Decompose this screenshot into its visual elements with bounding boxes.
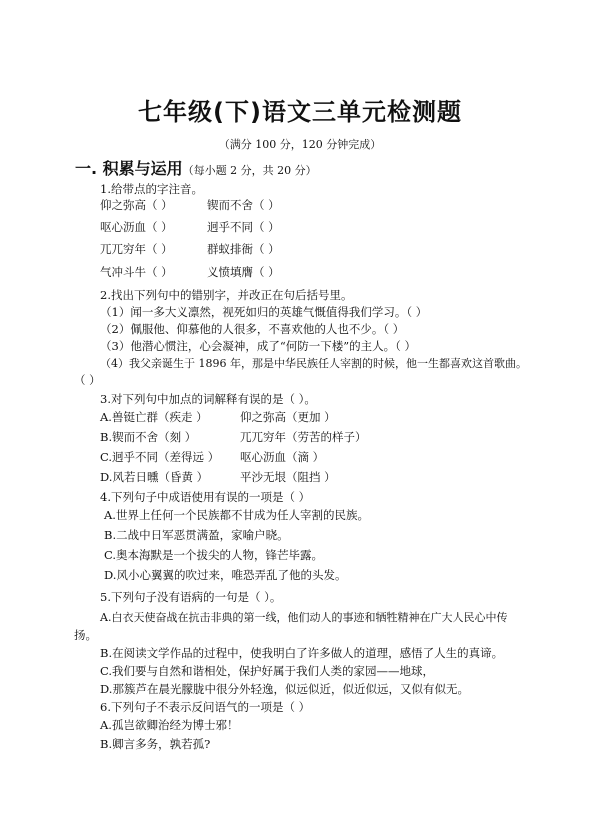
q4-option: C.奥本海默是一个拔尖的人物，锋芒毕露。 (104, 548, 324, 562)
q1-item: 义愤填膺（ ） (207, 265, 280, 279)
q3-option: C.迥乎不同（差得远 ） (100, 450, 220, 464)
q2-item-blank: （ ） (74, 373, 101, 387)
question-3-prompt: 3.对下列句中加点的词解释有误的是（ ）。 (100, 392, 316, 406)
q4-option: B.二战中日军恶贯满盈，家喻户晓。 (104, 528, 289, 542)
q1-item: 兀兀穷年（ ） (100, 242, 173, 256)
q3-option: 仰之弥高（更加 ） (240, 410, 336, 424)
q2-item: （2）佩服他、仰慕他的人很多，不喜欢他的人也不少。（ ） (100, 322, 405, 336)
q1-item: 迥乎不同（ ） (207, 220, 280, 234)
question-6-prompt: 6.下列句子不表示反问语气的一项是（ ） (100, 700, 311, 714)
q5-option: A.白衣天使奋战在抗击非典的第一线，他们动人的事迹和牺牲精神在广大人民心中传 (100, 611, 508, 624)
section-note: （每小题 2 分，共 20 分） (182, 164, 317, 177)
question-5-prompt: 5.下列句子没有语病的一句是（ ）。 (100, 590, 282, 604)
q6-option: A.孤岂欲卿治经为博士邪！ (100, 718, 239, 732)
q2-item: （3）他潜心惯注，心会凝神，成了“何防一下楼”的主人。（ ） (100, 339, 416, 353)
question-1-prompt: 1.给带点的字注音。 (100, 182, 203, 196)
q4-option: A.世界上任何一个民族都不甘成为任人宰割的民族。 (104, 508, 369, 522)
page-subtitle: （满分 100 分，120 分钟完成） (218, 138, 382, 151)
q3-option: 呕心沥血（滴 ） (240, 450, 325, 464)
q3-option: A.兽铤亡群（疾走 ） (100, 410, 208, 424)
q3-option: B.锲而不舍（刻 ） (100, 430, 197, 444)
q1-item: 锲而不舍（ ） (207, 198, 280, 212)
q2-item: （4）我父亲诞生于 1896 年，那是中华民族任人宰割的时候，他一生都喜欢这首歌曲。 (100, 357, 527, 370)
q6-option: B.卿言多务，孰若孤? (100, 737, 211, 751)
q5-option: C.我们要与自然和谐相处，保护好属于我们人类的家园——地球， (100, 664, 435, 678)
q5-option-continued: 扬。 (74, 628, 97, 642)
page-title: 七年级(下)语文三单元检测题 (138, 98, 462, 126)
q1-item: 群蚁排衙（ ） (207, 242, 280, 256)
q3-option: 兀兀穷年（劳苦的样子） (240, 430, 367, 444)
question-4-prompt: 4.下列句子中成语使用有误的一项是（ ） (100, 490, 311, 504)
section-title: 一. 积累与运用 (75, 159, 183, 178)
section-heading (75, 156, 317, 179)
q5-option: D.那簇芦在晨光朦胧中很分外轻逸，似远似近，似近似远，又似有似无。 (100, 682, 469, 696)
q1-item: 气冲斗牛（ ） (100, 265, 173, 279)
q5-option: B.在阅读文学作品的过程中，使我明白了许多做人的道理，感悟了人生的真谛。 (100, 646, 504, 660)
q1-item: 仰之弥高（ ） (100, 198, 173, 212)
q1-item: 呕心沥血（ ） (100, 220, 173, 234)
q4-option: D.风小心翼翼的吹过来，唯恐弄乱了他的头发。 (104, 568, 347, 582)
q3-option: D.风若日曛（昏黄 ） (100, 470, 209, 484)
q3-option: 平沙无垠（阻挡 ） (240, 470, 336, 484)
q2-item: （1）闻一多大义凛然，视死如归的英雄气慨值得我们学习。（ ） (100, 305, 428, 319)
question-2-prompt: 2.找出下列句中的错别字，并改正在句后括号里。 (100, 288, 353, 302)
